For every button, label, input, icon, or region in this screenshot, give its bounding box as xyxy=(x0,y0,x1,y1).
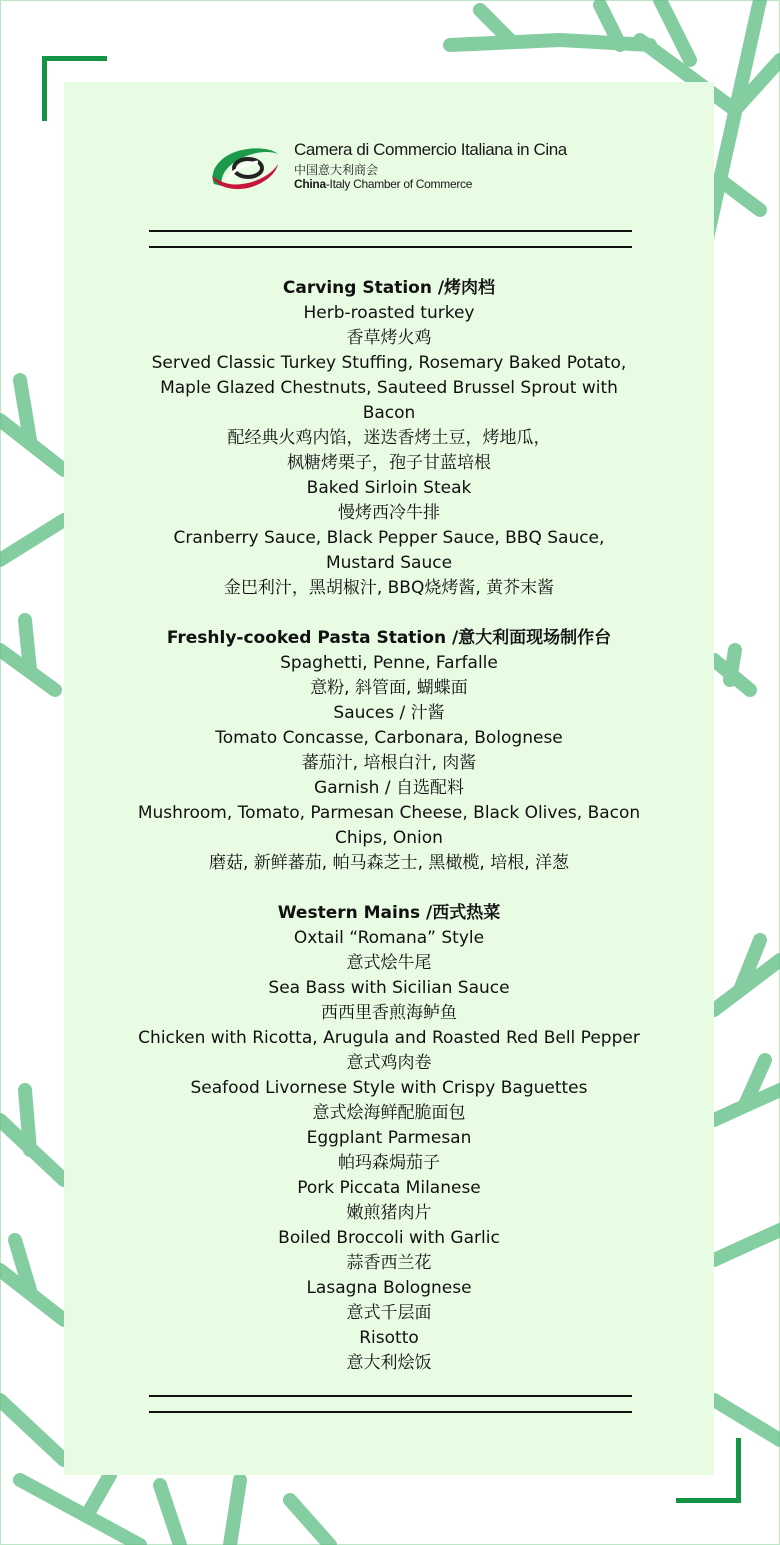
menu-line: 磨菇, 新鲜蕃茄, 帕马森芝士, 黑橄榄, 培根, 洋葱 xyxy=(208,853,570,873)
menu-line: 意式烩牛尾 xyxy=(346,953,432,973)
menu-line: Bacon xyxy=(362,403,416,423)
menu-line: 慢烤西冷牛排 xyxy=(338,503,440,523)
menu-line: 配经典火鸡内馅，迷迭香烤土豆，烤地瓜， xyxy=(227,428,551,448)
menu-line: Lasagna Bolognese xyxy=(306,1278,472,1298)
section-heading-pasta: Freshly-cooked Pasta Station /意大利面现场制作台 xyxy=(166,628,612,648)
menu-line: 意粉, 斜管面, 蝴蝶面 xyxy=(310,678,468,698)
menu-line: Mushroom, Tomato, Parmesan Cheese, Black Olives, Bacon xyxy=(137,803,641,823)
logo-name-english-rest: -Italy Chamber of Commerce xyxy=(325,177,473,191)
top-divider-2 xyxy=(149,246,632,248)
menu-line: 嫩煎猪肉片 xyxy=(346,1203,432,1223)
menu-line: 意式鸡肉卷 xyxy=(346,1053,432,1073)
chamber-logo-icon xyxy=(208,140,280,196)
menu-line: 金巴利汁，黑胡椒汁, BBQ烧烤酱, 黄芥末酱 xyxy=(223,578,555,598)
logo-name-italian: Camera di Commercio Italiana in Cina xyxy=(294,140,567,159)
menu-line: Maple Glazed Chestnuts, Sauteed Brussel Sprout with xyxy=(160,378,618,398)
menu-content xyxy=(64,276,714,1376)
menu-line: Herb-roasted turkey xyxy=(303,303,475,323)
chamber-logo xyxy=(208,140,567,200)
menu-line: Tomato Concasse, Carbonara, Bolognese xyxy=(215,728,563,748)
menu-line: Baked Sirloin Steak xyxy=(306,478,472,498)
section-heading-carving: Carving Station /烤肉档 xyxy=(282,278,496,298)
menu-line: Chips, Onion xyxy=(335,828,443,848)
menu-line: Sea Bass with Sicilian Sauce xyxy=(268,978,510,998)
top-divider-1 xyxy=(149,230,632,232)
logo-name-chinese: 中国意大利商会 xyxy=(294,163,379,177)
menu-line: 枫糖烤栗子，孢子甘蓝培根 xyxy=(287,453,491,473)
menu-line: Chicken with Ricotta, Arugula and Roasted Red Bell Pepper xyxy=(138,1028,640,1048)
menu-line: Eggplant Parmesan xyxy=(306,1128,472,1148)
menu-line: 意式烩海鲜配脆面包 xyxy=(312,1103,466,1123)
menu-line: 蒜香西兰花 xyxy=(346,1253,432,1273)
menu-line: Garnish / 自选配料 xyxy=(314,778,464,798)
menu-line: 意式千层面 xyxy=(346,1303,432,1323)
menu-line: 香草烤火鸡 xyxy=(346,328,432,348)
bottom-divider-2 xyxy=(149,1411,632,1413)
menu-line: 西西里香煎海鲈鱼 xyxy=(321,1003,457,1023)
logo-name-english-bold: China xyxy=(294,177,326,191)
section-heading-western-mains: Western Mains /西式热菜 xyxy=(277,903,501,923)
menu-line: Spaghetti, Penne, Farfalle xyxy=(280,653,498,673)
section-spacer xyxy=(64,601,714,626)
section-spacer xyxy=(64,876,714,901)
menu-line: Pork Piccata Milanese xyxy=(297,1178,481,1198)
menu-line: Sauces / 汁酱 xyxy=(333,703,445,723)
menu-line: Mustard Sauce xyxy=(325,553,453,573)
menu-line: Cranberry Sauce, Black Pepper Sauce, BBQ Sauce, xyxy=(173,528,605,548)
menu-line: Seafood Livornese Style with Crispy Baguettes xyxy=(190,1078,588,1098)
menu-line: Oxtail “Romana” Style xyxy=(293,928,485,948)
menu-line: 意大利烩饭 xyxy=(346,1353,432,1373)
menu-line: Served Classic Turkey Stuffing, Rosemary Baked Potato, xyxy=(151,353,627,373)
bottom-divider-1 xyxy=(149,1395,632,1397)
menu-line: 帕玛森焗茄子 xyxy=(338,1153,440,1173)
menu-line: Boiled Broccoli with Garlic xyxy=(278,1228,500,1248)
logo-name-english xyxy=(294,177,472,191)
menu-line: Risotto xyxy=(359,1328,419,1348)
menu-line: 蕃茄汁, 培根白汁, 肉酱 xyxy=(301,753,477,773)
